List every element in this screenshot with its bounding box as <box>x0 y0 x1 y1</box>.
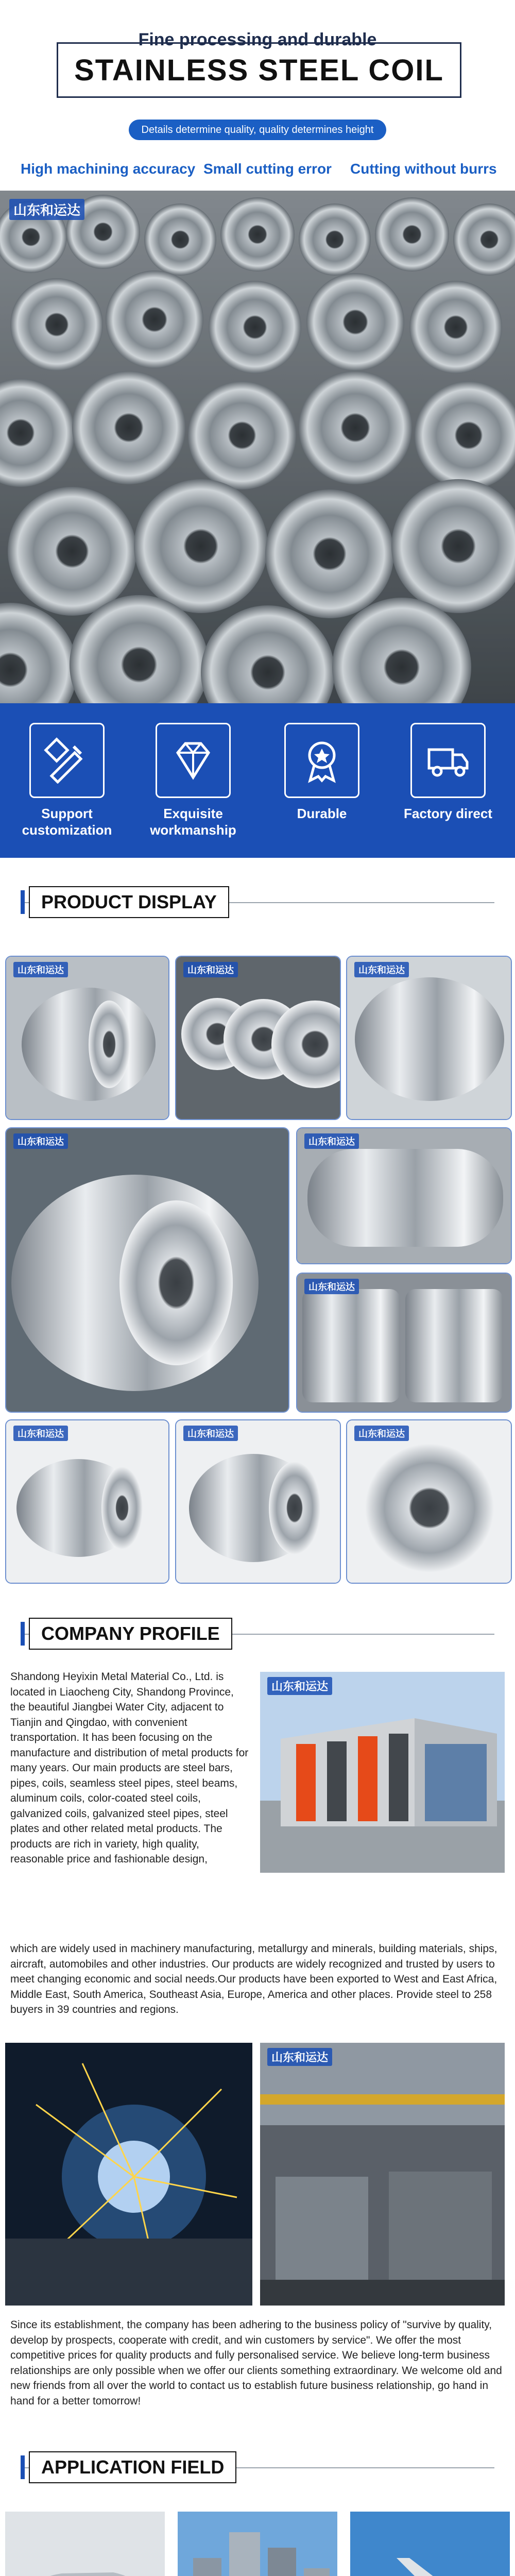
product-photo <box>346 1419 512 1584</box>
watermark-logo: 山东和运达 <box>267 2048 332 2066</box>
diamond-icon <box>156 723 231 798</box>
watermark-logo: 山东和运达 <box>183 962 238 977</box>
watermark-logo: 山东和运达 <box>354 962 409 977</box>
band-label-durable: Durable <box>297 806 347 821</box>
truck-icon <box>410 723 486 798</box>
hero-watermark-logo: 山东和运达 <box>9 199 84 220</box>
watermark-logo: 山东和运达 <box>304 1279 359 1294</box>
company-building-photo <box>260 1672 505 1873</box>
product-photo <box>296 1273 512 1413</box>
watermark-logo: 山东和运达 <box>183 1426 238 1441</box>
section-title: COMPANY PROFILE <box>29 1618 232 1650</box>
feature-cutting-error: Small cutting error <box>203 161 332 177</box>
feature-without-burrs: Cutting without burrs <box>350 161 497 177</box>
feature-band <box>0 703 515 858</box>
workshop-photo <box>260 2043 505 2306</box>
pen-ruler-icon <box>29 723 105 798</box>
tagline-pill: Details determine quality, quality determines height <box>129 120 386 140</box>
watermark-logo: 山东和运达 <box>13 962 68 977</box>
band-label-workmanship: Exquisite workmanship <box>150 806 236 838</box>
application-architecture-photo <box>178 2512 337 2576</box>
product-photo <box>5 956 169 1120</box>
header <box>0 0 515 155</box>
band-item-customization <box>10 723 124 838</box>
watermark-logo: 山东和运达 <box>304 1133 359 1149</box>
watermark-logo: 山东和运达 <box>267 1677 332 1695</box>
product-photo <box>346 956 512 1120</box>
welding-photo <box>5 2043 252 2306</box>
band-label-factory-direct: Factory direct <box>404 806 492 821</box>
profile-paragraph-1: Shandong Heyixin Metal Material Co., Ltd. is located in Liaocheng City, Shandong Province, the beautiful Jiangbei Water City, adjacent to Tianjin and Qingdao, with convenient transportation. It has been focusing on the manufacture and distribution of metal products for many years. Our main products are steel bars, pipes, coils, seamless steel pipes, steel beams, aluminum coils, color-coated steel coils, galvanized coils, galvanized steel pipes, steel plates and other related metal products. The products are rich in variety, high quality, reasonable price and fashionable design, <box>10 1671 249 1865</box>
feature-machining-accuracy: High machining accuracy <box>21 161 196 177</box>
watermark-logo: 山东和运达 <box>13 1426 68 1441</box>
watermark-logo: 山东和运达 <box>354 1426 409 1441</box>
feature-row <box>0 161 515 181</box>
header-subtitle: Fine processing and durable <box>138 30 377 49</box>
band-label-customization: Support customization <box>22 806 112 838</box>
application-automobile-photo <box>5 2512 165 2576</box>
section-title: APPLICATION FIELD <box>29 2451 236 2483</box>
profile-paragraph-1-continued: which are widely used in machinery manufacturing, metallurgy and minerals, building materials, ships, aircraft, automobiles and other industries. Our products are widely recognized and trusted by users to meet changing economic and social needs.Our products have been exported to West and East Africa, Middle East, South America, Southeast Asia, Europe, America and other places. Provide steel to 258 buyers in 39 countries and regions. <box>10 1943 497 2015</box>
medal-icon <box>284 723 359 798</box>
product-photo <box>296 1127 512 1264</box>
product-photo <box>175 956 341 1120</box>
application-aerospace-photo <box>350 2512 510 2576</box>
band-item-workmanship <box>136 723 250 838</box>
profile-paragraph-2: Since its establishment, the company has been adhering to the business policy of "survive by quality, develop by prospects, cooperate with credit, and win customers by service". We offer the most competitive prices for quality products and fully personalised service. We believe long-term business relationships are only possible when we offer our clients something extraordinary. We welcome old and new friends from all over the world to contact us to establish future business relationship, go hand in hand for a better tomorrow! <box>10 2319 502 2407</box>
hero-coil-warehouse-photo <box>0 191 515 703</box>
band-item-durable <box>265 723 379 822</box>
page-title: STAINLESS STEEL COIL <box>74 54 444 87</box>
section-title: PRODUCT DISPLAY <box>29 886 229 918</box>
band-item-factory-direct <box>391 723 505 822</box>
header-title-box <box>57 42 461 98</box>
watermark-logo: 山东和运达 <box>13 1133 68 1149</box>
product-photo <box>5 1419 169 1584</box>
product-photo <box>175 1419 341 1584</box>
product-photo-large <box>5 1127 289 1413</box>
